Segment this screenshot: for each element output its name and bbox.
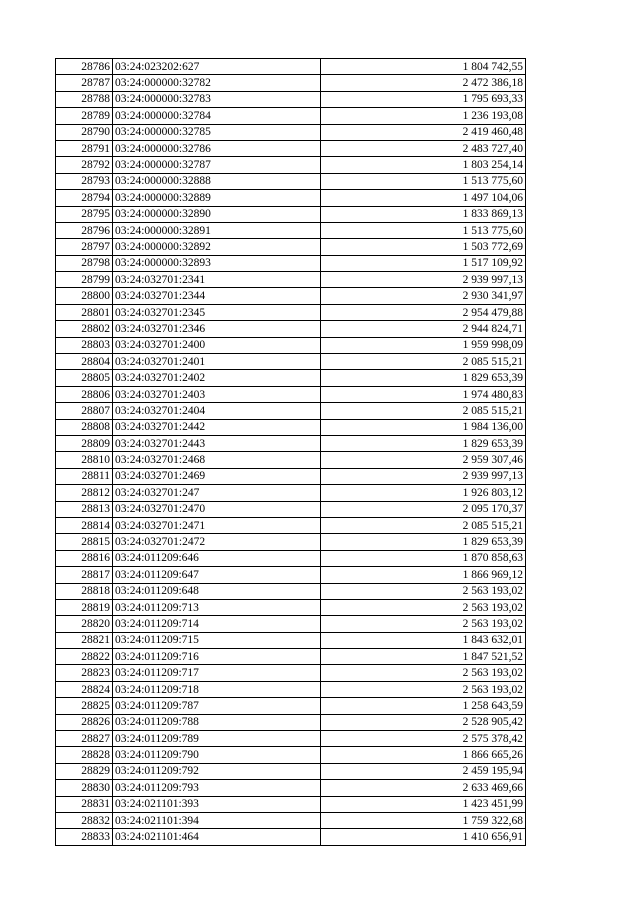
row-number-cell: 28829	[56, 763, 113, 779]
table-row	[56, 108, 526, 124]
value-cell: 1 843 632,01	[321, 632, 526, 648]
row-number-cell: 28809	[56, 435, 113, 451]
table-row	[56, 812, 526, 828]
value-cell: 1 497 104,06	[321, 190, 526, 206]
table-row	[56, 124, 526, 140]
cadastral-number-cell: 03:24:032701:2404	[113, 403, 321, 419]
value-cell: 1 423 451,99	[321, 796, 526, 812]
table-row	[56, 583, 526, 599]
cadastral-number-cell: 03:24:032701:2470	[113, 501, 321, 517]
cadastral-number-cell: 03:24:011209:787	[113, 698, 321, 714]
table-row	[56, 435, 526, 451]
value-cell: 1 236 193,08	[321, 108, 526, 124]
table-row	[56, 649, 526, 665]
row-number-cell: 28802	[56, 321, 113, 337]
table-row	[56, 403, 526, 419]
cadastral-number-cell: 03:24:021101:464	[113, 829, 321, 845]
row-number-cell: 28800	[56, 288, 113, 304]
value-cell: 2 563 193,02	[321, 681, 526, 697]
cadastral-number-cell: 03:24:000000:32786	[113, 140, 321, 156]
table-row	[56, 599, 526, 615]
value-cell: 2 944 824,71	[321, 321, 526, 337]
table-row	[56, 632, 526, 648]
value-cell: 2 563 193,02	[321, 616, 526, 632]
cadastral-number-cell: 03:24:032701:2442	[113, 419, 321, 435]
value-cell: 1 866 665,26	[321, 747, 526, 763]
table-row	[56, 75, 526, 91]
cadastral-number-cell: 03:24:032701:2341	[113, 272, 321, 288]
table-row	[56, 517, 526, 533]
cadastral-number-cell: 03:24:032701:2344	[113, 288, 321, 304]
row-number-cell: 28821	[56, 632, 113, 648]
table-row	[56, 681, 526, 697]
row-number-cell: 28824	[56, 681, 113, 697]
value-cell: 1 517 109,92	[321, 255, 526, 271]
value-cell: 2 563 193,02	[321, 599, 526, 615]
cadastral-number-cell: 03:24:000000:32893	[113, 255, 321, 271]
cadastral-number-cell: 03:24:032701:2401	[113, 354, 321, 370]
cadastral-number-cell: 03:24:011209:790	[113, 747, 321, 763]
cadastral-number-cell: 03:24:000000:32784	[113, 108, 321, 124]
table-row	[56, 829, 526, 845]
row-number-cell: 28804	[56, 354, 113, 370]
cadastral-number-cell: 03:24:000000:32889	[113, 190, 321, 206]
row-number-cell: 28793	[56, 173, 113, 189]
table-row	[56, 272, 526, 288]
table-row	[56, 337, 526, 353]
row-number-cell: 28799	[56, 272, 113, 288]
cadastral-number-cell: 03:24:032701:247	[113, 485, 321, 501]
row-number-cell: 28833	[56, 829, 113, 845]
row-number-cell: 28826	[56, 714, 113, 730]
row-number-cell: 28820	[56, 616, 113, 632]
row-number-cell: 28831	[56, 796, 113, 812]
table-row	[56, 763, 526, 779]
row-number-cell: 28827	[56, 731, 113, 747]
row-number-cell: 28790	[56, 124, 113, 140]
cadastral-number-cell: 03:24:032701:2400	[113, 337, 321, 353]
cadastral-number-cell: 03:24:032701:2468	[113, 452, 321, 468]
table-row	[56, 550, 526, 566]
cadastral-number-cell: 03:24:011209:713	[113, 599, 321, 615]
row-number-cell: 28814	[56, 517, 113, 533]
row-number-cell: 28825	[56, 698, 113, 714]
row-number-cell: 28830	[56, 780, 113, 796]
value-cell: 2 085 515,21	[321, 517, 526, 533]
table-row	[56, 747, 526, 763]
table-row	[56, 616, 526, 632]
value-cell: 2 483 727,40	[321, 140, 526, 156]
table-row	[56, 190, 526, 206]
cadastral-number-cell: 03:24:000000:32890	[113, 206, 321, 222]
value-cell: 1 974 480,83	[321, 386, 526, 402]
value-cell: 1 513 775,60	[321, 222, 526, 238]
row-number-cell: 28794	[56, 190, 113, 206]
cadastral-number-cell: 03:24:011209:718	[113, 681, 321, 697]
value-cell: 2 954 479,88	[321, 304, 526, 320]
cadastral-number-cell: 03:24:000000:32891	[113, 222, 321, 238]
value-cell: 2 959 307,46	[321, 452, 526, 468]
value-cell: 1 503 772,69	[321, 239, 526, 255]
cadastral-number-cell: 03:24:000000:32892	[113, 239, 321, 255]
value-cell: 2 930 341,97	[321, 288, 526, 304]
row-number-cell: 28789	[56, 108, 113, 124]
table-row	[56, 386, 526, 402]
cadastral-number-cell: 03:24:023202:627	[113, 59, 321, 75]
row-number-cell: 28808	[56, 419, 113, 435]
table-row	[56, 485, 526, 501]
value-cell: 2 085 515,21	[321, 403, 526, 419]
value-cell: 1 804 742,55	[321, 59, 526, 75]
value-cell: 1 759 322,68	[321, 812, 526, 828]
cadastral-number-cell: 03:24:032701:2443	[113, 435, 321, 451]
value-cell: 2 085 515,21	[321, 354, 526, 370]
value-cell: 2 563 193,02	[321, 665, 526, 681]
cadastral-number-cell: 03:24:032701:2469	[113, 468, 321, 484]
cadastral-number-cell: 03:24:011209:648	[113, 583, 321, 599]
table-row	[56, 304, 526, 320]
value-cell: 1 866 969,12	[321, 567, 526, 583]
value-cell: 1 795 693,33	[321, 91, 526, 107]
row-number-cell: 28787	[56, 75, 113, 91]
row-number-cell: 28788	[56, 91, 113, 107]
table-row	[56, 468, 526, 484]
table-row	[56, 370, 526, 386]
cadastral-number-cell: 03:24:011209:793	[113, 780, 321, 796]
value-cell: 2 528 905,42	[321, 714, 526, 730]
value-cell: 2 633 469,66	[321, 780, 526, 796]
row-number-cell: 28812	[56, 485, 113, 501]
table-row	[56, 714, 526, 730]
row-number-cell: 28819	[56, 599, 113, 615]
value-cell: 1 847 521,52	[321, 649, 526, 665]
row-number-cell: 28813	[56, 501, 113, 517]
value-cell: 1 959 998,09	[321, 337, 526, 353]
cadastral-number-cell: 03:24:032701:2403	[113, 386, 321, 402]
table-row	[56, 173, 526, 189]
value-cell: 2 563 193,02	[321, 583, 526, 599]
row-number-cell: 28796	[56, 222, 113, 238]
value-cell: 1 410 656,91	[321, 829, 526, 845]
cadastral-number-cell: 03:24:032701:2471	[113, 517, 321, 533]
table-row	[56, 501, 526, 517]
value-cell: 1 984 136,00	[321, 419, 526, 435]
cadastral-number-cell: 03:24:011209:788	[113, 714, 321, 730]
row-number-cell: 28805	[56, 370, 113, 386]
row-number-cell: 28795	[56, 206, 113, 222]
row-number-cell: 28807	[56, 403, 113, 419]
row-number-cell: 28811	[56, 468, 113, 484]
table-row	[56, 239, 526, 255]
value-cell: 1 513 775,60	[321, 173, 526, 189]
value-cell: 2 575 378,42	[321, 731, 526, 747]
cadastral-number-cell: 03:24:011209:789	[113, 731, 321, 747]
cadastral-number-cell: 03:24:000000:32785	[113, 124, 321, 140]
table-row	[56, 698, 526, 714]
value-cell: 1 870 858,63	[321, 550, 526, 566]
cadastral-number-cell: 03:24:032701:2472	[113, 534, 321, 550]
row-number-cell: 28817	[56, 567, 113, 583]
row-number-cell: 28822	[56, 649, 113, 665]
row-number-cell: 28803	[56, 337, 113, 353]
data-table	[55, 58, 526, 846]
value-cell: 2 472 386,18	[321, 75, 526, 91]
row-number-cell: 28828	[56, 747, 113, 763]
row-number-cell: 28791	[56, 140, 113, 156]
table-row	[56, 255, 526, 271]
value-cell: 1 829 653,39	[321, 534, 526, 550]
row-number-cell: 28792	[56, 157, 113, 173]
cadastral-number-cell: 03:24:011209:717	[113, 665, 321, 681]
cadastral-number-cell: 03:24:011209:714	[113, 616, 321, 632]
value-cell: 2 419 460,48	[321, 124, 526, 140]
cadastral-number-cell: 03:24:000000:32787	[113, 157, 321, 173]
cadastral-number-cell: 03:24:032701:2346	[113, 321, 321, 337]
table-body	[56, 59, 526, 846]
row-number-cell: 28798	[56, 255, 113, 271]
cadastral-number-cell: 03:24:011209:716	[113, 649, 321, 665]
table-row	[56, 157, 526, 173]
value-cell: 2 459 195,94	[321, 763, 526, 779]
row-number-cell: 28815	[56, 534, 113, 550]
table-row	[56, 731, 526, 747]
table-row	[56, 567, 526, 583]
table-row	[56, 222, 526, 238]
table-row	[56, 780, 526, 796]
value-cell: 2 095 170,37	[321, 501, 526, 517]
table-row	[56, 534, 526, 550]
cadastral-number-cell: 03:24:021101:394	[113, 812, 321, 828]
table-row	[56, 288, 526, 304]
cadastral-number-cell: 03:24:011209:646	[113, 550, 321, 566]
row-number-cell: 28832	[56, 812, 113, 828]
table-row	[56, 452, 526, 468]
value-cell: 1 258 643,59	[321, 698, 526, 714]
row-number-cell: 28806	[56, 386, 113, 402]
cadastral-number-cell: 03:24:000000:32888	[113, 173, 321, 189]
value-cell: 1 829 653,39	[321, 370, 526, 386]
cadastral-number-cell: 03:24:000000:32783	[113, 91, 321, 107]
row-number-cell: 28810	[56, 452, 113, 468]
cadastral-number-cell: 03:24:032701:2402	[113, 370, 321, 386]
table-row	[56, 354, 526, 370]
table-row	[56, 206, 526, 222]
row-number-cell: 28797	[56, 239, 113, 255]
cadastral-number-cell: 03:24:011209:715	[113, 632, 321, 648]
cadastral-number-cell: 03:24:000000:32782	[113, 75, 321, 91]
table-row	[56, 321, 526, 337]
table-row	[56, 419, 526, 435]
value-cell: 2 939 997,13	[321, 468, 526, 484]
table-row	[56, 796, 526, 812]
row-number-cell: 28823	[56, 665, 113, 681]
row-number-cell: 28818	[56, 583, 113, 599]
value-cell: 1 803 254,14	[321, 157, 526, 173]
cadastral-number-cell: 03:24:032701:2345	[113, 304, 321, 320]
value-cell: 1 926 803,12	[321, 485, 526, 501]
row-number-cell: 28801	[56, 304, 113, 320]
row-number-cell: 28816	[56, 550, 113, 566]
value-cell: 2 939 997,13	[321, 272, 526, 288]
row-number-cell: 28786	[56, 59, 113, 75]
cadastral-number-cell: 03:24:011209:647	[113, 567, 321, 583]
table-row	[56, 59, 526, 75]
cadastral-number-cell: 03:24:021101:393	[113, 796, 321, 812]
table-row	[56, 91, 526, 107]
table-row	[56, 140, 526, 156]
cadastral-number-cell: 03:24:011209:792	[113, 763, 321, 779]
value-cell: 1 829 653,39	[321, 435, 526, 451]
value-cell: 1 833 869,13	[321, 206, 526, 222]
table-row	[56, 665, 526, 681]
